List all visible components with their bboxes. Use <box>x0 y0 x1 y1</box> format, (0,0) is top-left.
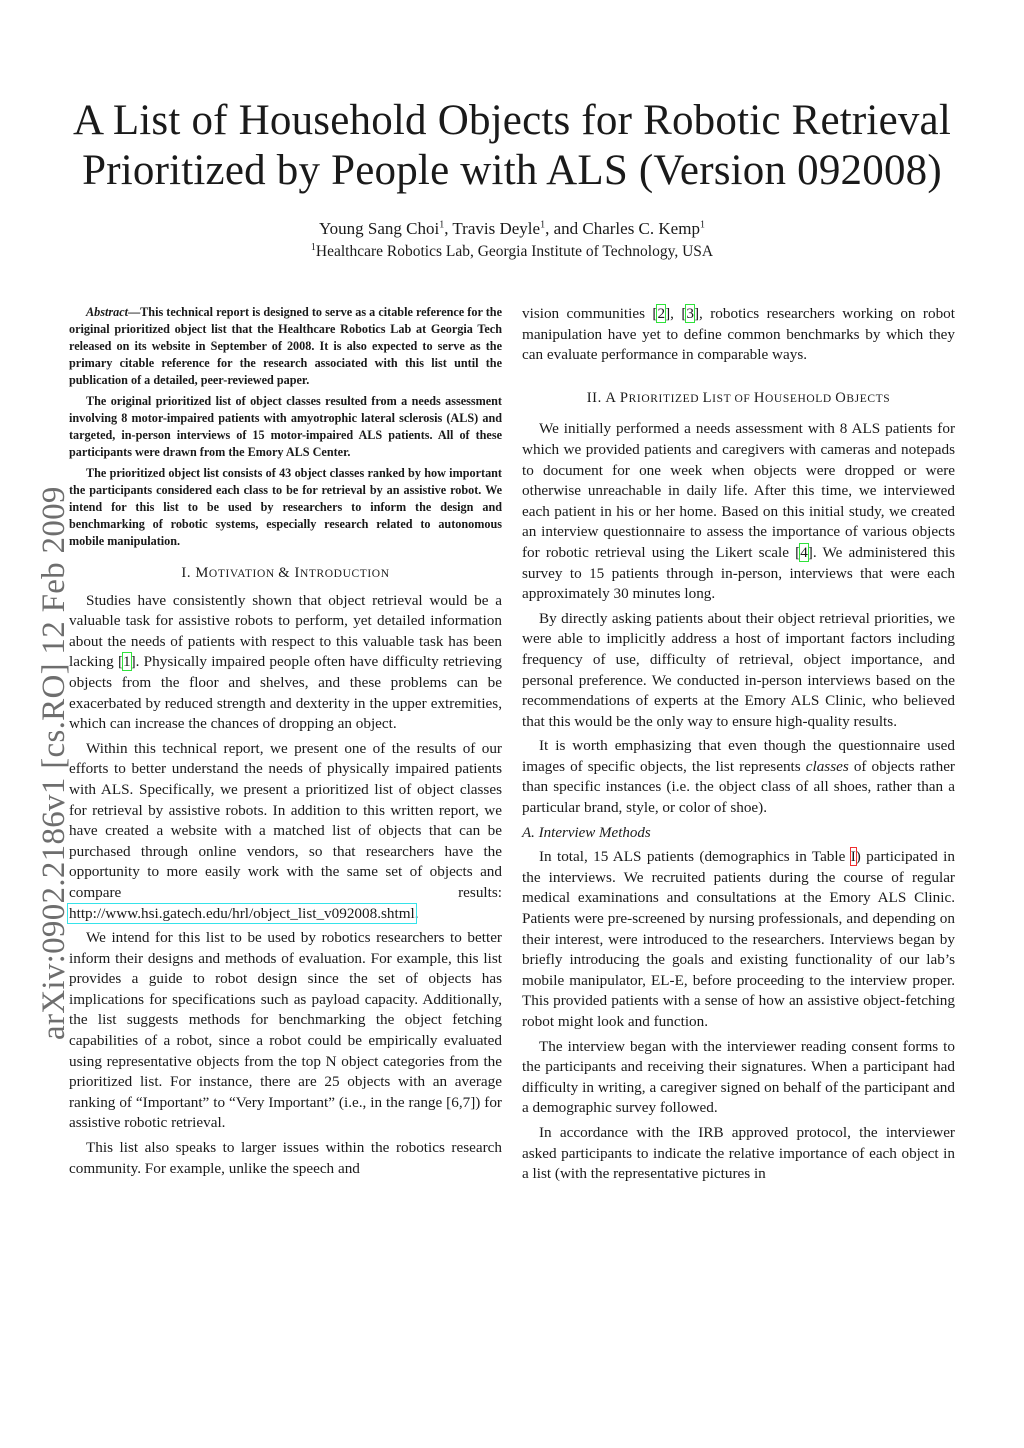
body-paragraph: The interview began with the interviewer reading consent forms to the participants and receiving their signatures. When a participant had difficulty in writing, a caregiver signed on behalf of the participant and a demographic survey followed. <box>522 1037 955 1117</box>
body-paragraph: By directly asking patients about their object retrieval priorities, we were able to implicitly address a host of important factors including frequency of use, difficulty of retrieval, object importance, and personal preference. We conducted in-person interviews based on the recommendations of experts at the Emory ALS Clinic, who believed that this would be the only way to ensure high-quality results. <box>522 609 955 730</box>
section-heading-2 <box>522 388 955 410</box>
affil-mark: 1 <box>439 219 445 231</box>
author-separator: , <box>444 219 453 238</box>
text-span: ], robotics researchers working on robot manipulation have yet to define common benchmarks by which they can evaluate performance in comparable ways. <box>522 305 955 364</box>
arxiv-identifier: arXiv:0902.2186v1 [cs.RO] 12 Feb 2009 <box>36 486 72 1040</box>
text-span: ) participated in the interviews. We recruited patients during the course of regular medical examinations and consultations at the Emory ALS Clinic. Patients were pre-screened by nursing professionals, and depending on their interest, were introduced to the researchers. Interviews began by briefly introducing the goals and existing functionality of our lab’s mobile manipulator, EL-E, before proceeding to the interview proper. This provided patients with a sense of how an assistive object-fetching robot might look and function. <box>522 848 955 1030</box>
text-span: Studies have consistently shown that object retrieval would be a valuable task for assistive robots to perform, yet detailed information about the needs of patients with respect to this valuable task has been lacking [ <box>69 591 502 671</box>
text-span: In total, 15 ALS patients (demographics in Table <box>539 848 851 866</box>
body-paragraph <box>522 847 955 1032</box>
body-paragraph <box>522 419 955 604</box>
affil-mark: 1 <box>310 241 316 253</box>
heading-part: RIORITIZED <box>628 392 703 405</box>
emphasis: classes <box>805 757 849 775</box>
table-reference-link[interactable]: I <box>850 848 856 866</box>
text-span: . <box>414 904 419 922</box>
heading-part: H <box>753 389 766 406</box>
text-span: of objects rather than specific instances (i.e. the object class of all shoes, rather than a particular brand, style, or color of shoe). <box>522 757 955 817</box>
affil-mark: 1 <box>699 219 705 231</box>
author-separator: , and <box>545 219 583 238</box>
affiliation-text: Healthcare Robotics Lab, Georgia Institute of Technology, USA <box>315 243 714 260</box>
text-span: ], [ <box>665 305 687 322</box>
heading-part: OUSEHOLD <box>765 392 836 405</box>
body-paragraph <box>522 736 955 818</box>
abstract-label: Abstract <box>86 305 128 319</box>
citation-link-2[interactable]: 2 <box>657 305 666 322</box>
citation-link-1[interactable]: 1 <box>123 653 131 671</box>
body-paragraph: This list also speaks to larger issues within the robotics research community. For example, unlike the speech and <box>69 1139 502 1177</box>
citation-link-4[interactable]: 4 <box>800 543 808 561</box>
text-span: vision communities [ <box>522 305 658 322</box>
body-paragraph <box>522 304 955 366</box>
text-span: ]. Physically impaired people often have difficulty retrieving objects from the floor and shelves, and these problems can be exacerbated by reduced strength and dexterity in the upper extremities, which can increase the chances of dropping an object. <box>69 653 502 733</box>
heading-part: L <box>702 389 713 406</box>
affiliation <box>0 242 1024 262</box>
heading-part: NTRODUCTION <box>299 568 390 580</box>
object-list-url-link[interactable]: http://www.hsi.gatech.edu/hrl/object_list_v092008.shtml <box>69 904 415 922</box>
heading-part: M <box>195 565 209 581</box>
heading-part: & I <box>278 565 300 581</box>
affil-mark: 1 <box>540 219 546 231</box>
title-line-2: Prioritized by People with ALS (Version 092008) <box>82 147 942 194</box>
body-paragraph <box>69 739 502 924</box>
body-paragraph <box>69 591 502 735</box>
section-number: II. <box>586 389 606 406</box>
abstract-text-1: This technical report is designed to serve as a citable reference for the original prioritized object list that the Healthcare Robotics Lab at Georgia Tech released on its website in September of 2008. It is also expected to serve as the primary citable reference for the research associated with this list until the publication of a detailed, peer-reviewed paper. <box>69 305 502 387</box>
author-3: Charles C. Kemp <box>582 219 700 238</box>
right-column <box>522 304 955 1185</box>
abstract-paragraph-1: Abstract—This technical report is designed to serve as a citable reference for the original prioritized object list that the Healthcare Robotics Lab at Georgia Tech released on its website in September of 2008. It is also expected to serve as the primary citable reference for the research associated with this list until the publication of a detailed, peer-reviewed paper. <box>69 305 502 387</box>
section-heading-1 <box>69 563 502 585</box>
title-line-1: A List of Household Objects for Robotic Retrieval <box>72 97 951 144</box>
text-span: It is worth emphasizing that even though the questionnaire used images of specific objects, the list represents <box>522 737 955 775</box>
heading-part: A P <box>605 389 629 406</box>
section-number: I. <box>181 565 196 581</box>
citation-link-3[interactable]: 3 <box>686 305 694 322</box>
heading-part: O <box>835 389 847 406</box>
text-span: ]. We administered this survey to 15 patients through in-person, interviews that were each approximately 30 minutes long. <box>522 543 956 603</box>
body-paragraph: In accordance with the IRB approved protocol, the interviewer asked participants to indicate the relative importance of each object in a list (with the representative pictures in <box>522 1123 955 1183</box>
author-1: Young Sang Choi <box>319 219 440 238</box>
body-paragraph: We intend for this list to be used by robotics researchers to better inform their designs and methods of evaluation. For example, this list provides a guide to robot design since the set of objects has implications for specifications such as payload capacity. Additionally, the list suggests methods for benchmarking the object fetching capabilities of a robot, since a robot could be empirically evaluated using representative objects from the top N object categories from the prioritized list. For instance, there are 25 objects with an average ranking of “Important” to “Very Important” (i.e., in the range [6,7]) for assistive robotic retrieval. <box>69 929 502 1132</box>
heading-part: BJECTS <box>846 392 891 405</box>
text-span: Within this technical report, we present one of the results of our efforts to better understand the needs of physically impaired patients with ALS. Specifically, we present a prioritized list of object classes for retrieval by assistive robots. In addition to this written report, we have created a website with a matched list of objects that can be purchased through online vendors, so that researchers have the opportunity to more easily work with the same set of objects and compare results: <box>69 739 502 901</box>
paper-title <box>0 96 1024 196</box>
author-list <box>0 218 1024 240</box>
author-2: Travis Deyle <box>452 219 541 238</box>
subsection-heading: A. Interview Methods <box>522 824 651 841</box>
left-column <box>69 304 502 1179</box>
heading-part: IST OF <box>712 392 754 405</box>
text-span: We initially performed a needs assessment with 8 ALS patients for which we provided patients and caregivers with cameras and notepads to document for one week when objects were dropped or were otherwise unreachable in daily life. After this time, we interviewed each patient in his or her home. Based on this initial study, we created an interview questionnaire to assess the importance of various objects for robotic retrieval using the Likert scale [ <box>522 420 955 561</box>
abstract-paragraph-2: The original prioritized list of object classes resulted from a needs assessment involving 8 motor-impaired patients with amyotrophic lateral sclerosis (ALS) and targeted, in-person interviews of 15 motor-impaired ALS patients. All of these participants were drawn from the Emory ALS Center. <box>69 394 502 459</box>
heading-part: OTIVATION <box>208 568 279 580</box>
abstract-paragraph-3: The prioritized object list consists of 43 object classes ranked by how important the participants considered each class to be for retrieval by an assistive robot. We intend for this list to be used by researchers to inform the design and benchmarking of robotic systems, especially research related to autonomous mobile manipulation. <box>69 466 502 548</box>
